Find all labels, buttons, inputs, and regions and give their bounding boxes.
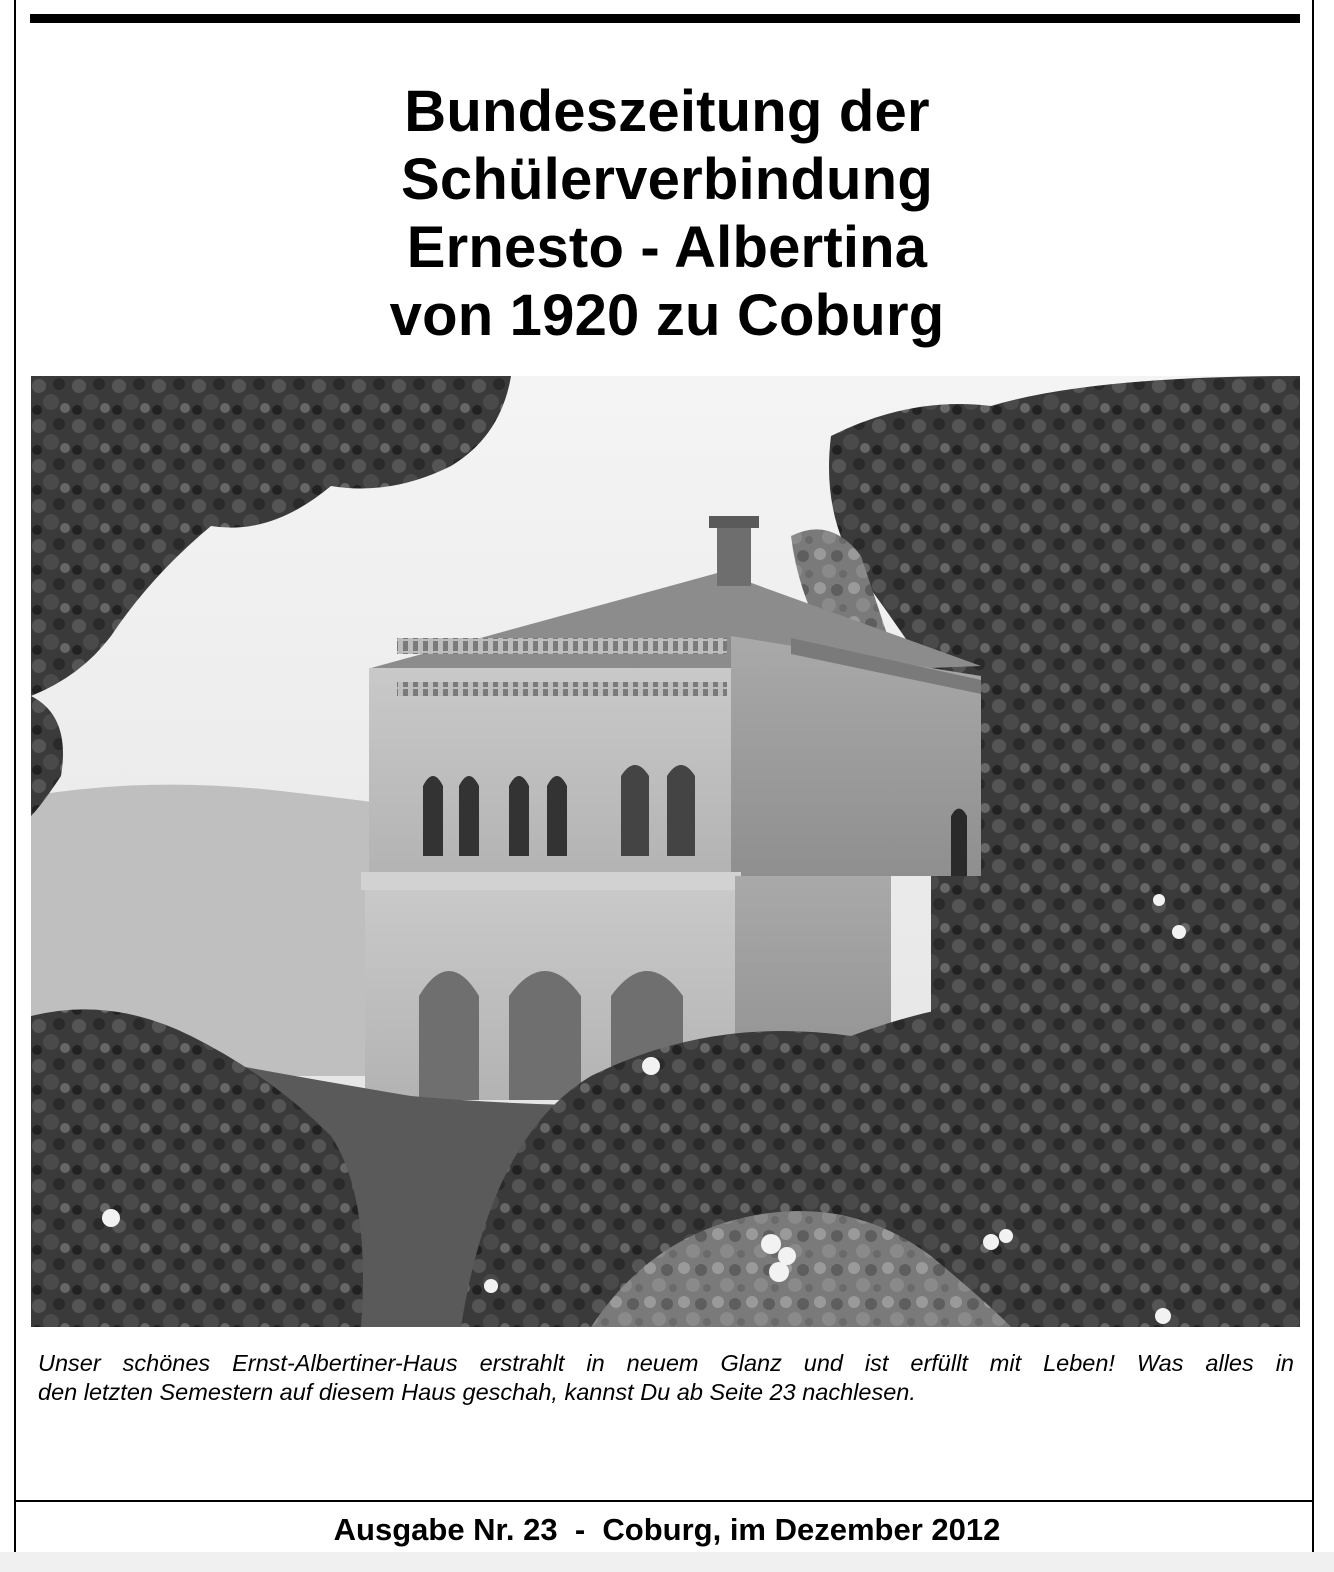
title-line: von 1920 zu Coburg — [389, 283, 945, 348]
cover-photo — [31, 376, 1300, 1327]
title-line: Ernesto - Albertina — [406, 215, 928, 280]
house-photo-illustration — [31, 376, 1300, 1327]
string-course — [361, 872, 741, 890]
footer-rule — [14, 1500, 1314, 1502]
top-rule — [30, 14, 1300, 23]
cornice-dentils — [397, 638, 727, 654]
chimney-cap — [709, 516, 759, 528]
title-line: Schülerverbindung — [401, 147, 933, 212]
photo-caption — [38, 1349, 1294, 1407]
frieze-dentils — [397, 682, 727, 696]
title-line: Bundeszeitung der — [404, 79, 930, 144]
caption-line: den letzten Semestern auf diesem Haus geschah, kannst Du ab Seite 23 nachlesen. — [38, 1379, 916, 1405]
chimney — [717, 526, 751, 586]
caption-line: Unser schönes Ernst-Albertiner-Haus erstrahlt in neuem Glanz und ist erfüllt mit Leben! Was alles in — [38, 1350, 1294, 1376]
bottom-band — [0, 1552, 1334, 1572]
masthead-title — [0, 78, 1334, 350]
issue-footer: Ausgabe Nr. 23 - Coburg, im Dezember 2012 — [333, 1512, 1001, 1547]
